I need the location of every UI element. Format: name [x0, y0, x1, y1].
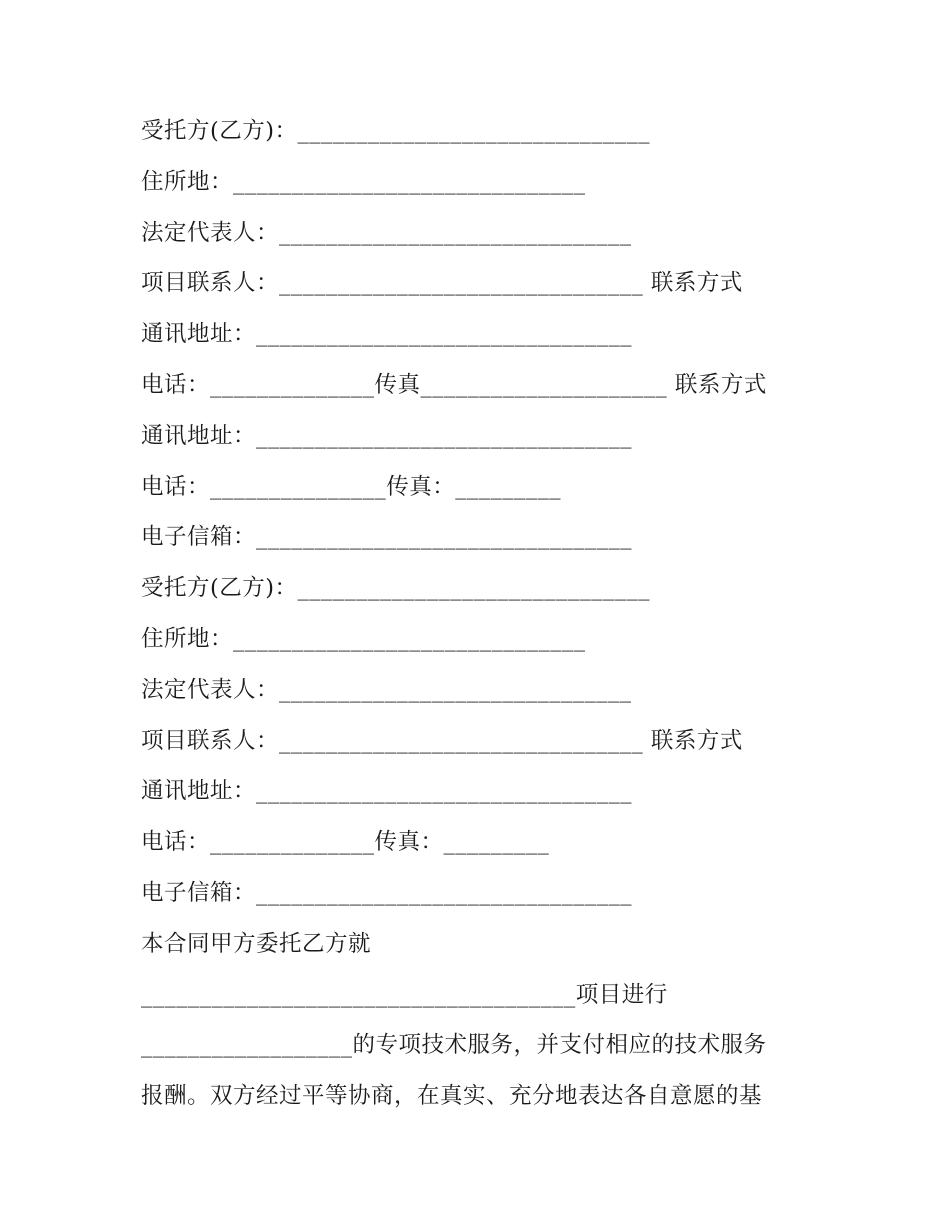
phone-fax-line: 电话：______________传真_____________________ 联系方式: [141, 371, 767, 398]
mailing-address-line: 通讯地址：________________________________: [141, 422, 633, 449]
mailing-address-line: 通讯地址：________________________________: [141, 321, 633, 348]
legal-representative-line: 法定代表人：______________________________: [141, 219, 632, 246]
contract-body-line: 报酬。双方经过平等协商，在真实、充分地表达各自意愿的基: [141, 1083, 763, 1110]
phone-fax-line: 电话：_______________传真：_________: [141, 473, 562, 500]
email-line: 电子信箱：________________________________: [141, 879, 633, 906]
phone-fax-line: 电话：______________传真：_________: [141, 829, 550, 856]
address-line: 住所地：______________________________: [141, 625, 586, 652]
mailing-address-line: 通讯地址：________________________________: [141, 778, 633, 805]
contract-body-line: 本合同甲方委托乙方就: [141, 930, 372, 957]
contract-body-line: _____________________________________项目进行: [141, 981, 668, 1008]
project-contact-line: 项目联系人：_______________________________ 联系方式: [141, 727, 743, 754]
address-line: 住所地：______________________________: [141, 168, 586, 195]
contract-document: [141, 106, 821, 1122]
contract-body-line: __________________的专项技术服务，并支付相应的技术服务: [141, 1032, 767, 1059]
trustee-party-b-line: 受托方(乙方)：______________________________: [141, 575, 651, 602]
project-contact-line: 项目联系人：_______________________________ 联系方式: [141, 270, 743, 297]
legal-representative-line: 法定代表人：______________________________: [141, 676, 632, 703]
trustee-party-b-line: 受托方(乙方)：______________________________: [141, 118, 651, 144]
email-line: 电子信箱：________________________________: [141, 524, 633, 551]
